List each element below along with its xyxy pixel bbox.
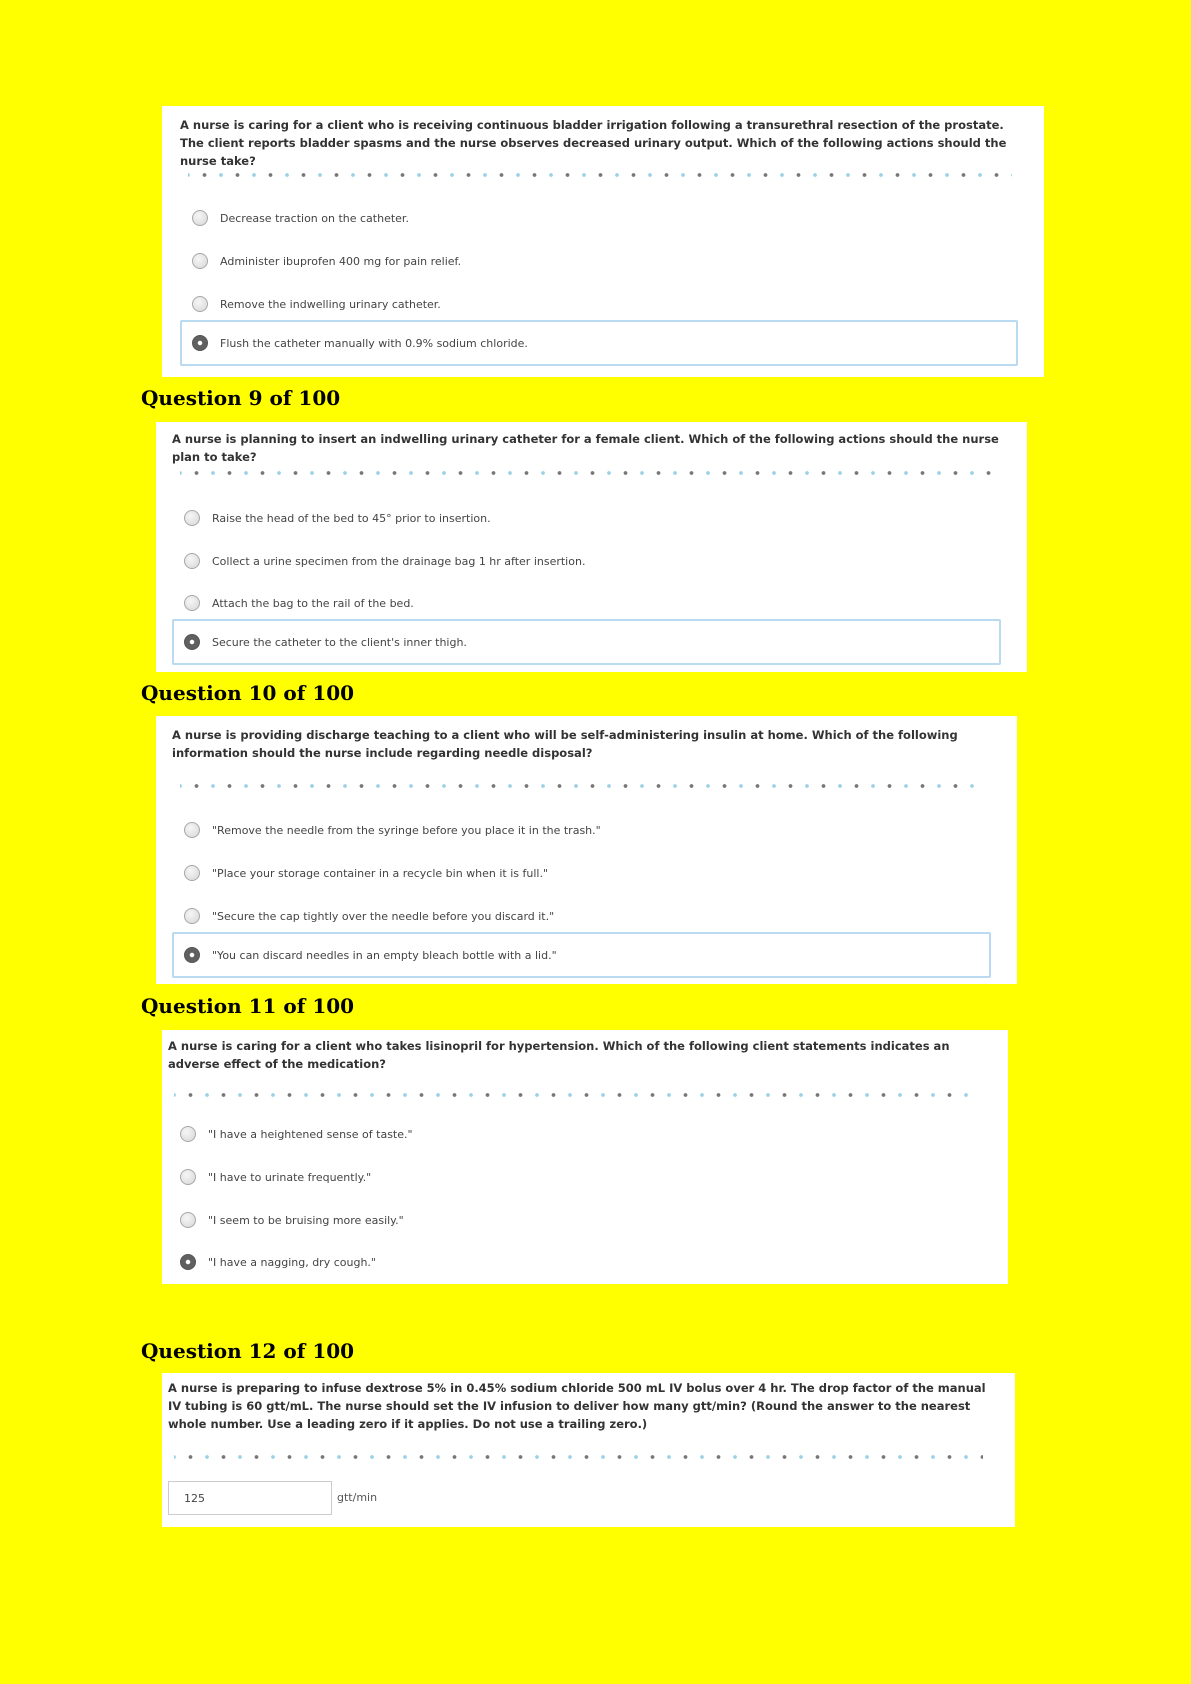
radio-button-icon[interactable]	[184, 908, 200, 924]
radio-button-icon[interactable]	[184, 865, 200, 881]
question-11-header: Question 11 of 100	[141, 994, 355, 1018]
question-9-header: Question 9 of 100	[141, 386, 341, 410]
radio-button-icon[interactable]	[180, 1169, 196, 1185]
radio-button-selected-icon[interactable]	[184, 634, 200, 650]
q8-option-3-label: Remove the indwelling urinary catheter.	[220, 298, 441, 311]
radio-button-icon[interactable]	[184, 510, 200, 526]
question-12-card	[162, 1373, 1015, 1527]
q9-option-2[interactable]	[172, 541, 1001, 583]
q11-option-2-label: "I have to urinate frequently."	[208, 1171, 372, 1184]
q11-option-1-label: "I have a heightened sense of taste."	[208, 1128, 413, 1141]
question-8-card	[162, 106, 1044, 377]
answer-input[interactable]	[168, 1481, 332, 1515]
question-11-card	[162, 1030, 1008, 1284]
radio-button-icon[interactable]	[184, 595, 200, 611]
divider-dots	[174, 1092, 976, 1098]
question-12-header: Question 12 of 100	[141, 1339, 355, 1363]
divider-dots	[180, 783, 985, 789]
radio-button-icon[interactable]	[180, 1212, 196, 1228]
q11-option-3-label: "I seem to be bruising more easily."	[208, 1214, 404, 1227]
q11-option-4[interactable]	[168, 1242, 982, 1284]
divider-dots	[174, 1454, 983, 1460]
q9-option-1[interactable]	[172, 498, 1001, 540]
q8-option-4[interactable]	[180, 320, 1018, 366]
q10-option-4-label: "You can discard needles in an empty bleach bottle with a lid."	[212, 949, 557, 962]
q10-option-3-label: "Secure the cap tightly over the needle before you discard it."	[212, 910, 555, 923]
question-12-text: A nurse is preparing to infuse dextrose 5% in 0.45% sodium chloride 500 mL IV bolus over 4 hr. The drop factor of the manual IV tubing is 60 gtt/mL. The nurse should set the IV infusion to deliver how many gtt/min? (Round the answer to the nearest whole number. Use a leading zero if it applies. Do not use a trailing zero.)	[168, 1381, 986, 1431]
q8-option-4-label: Flush the catheter manually with 0.9% sodium chloride.	[220, 337, 528, 350]
q8-option-2-label: Administer ibuprofen 400 mg for pain relief.	[220, 255, 462, 268]
q11-option-2[interactable]	[168, 1157, 982, 1199]
q8-option-2[interactable]	[180, 241, 1018, 283]
question-8-text: A nurse is caring for a client who is receiving continuous bladder irrigation following a transurethral resection of the prostate. The client reports bladder spasms and the nurse observes decreased urinary output. Which of the following actions should the nurse take?	[180, 118, 1007, 168]
question-10-card	[156, 716, 1017, 984]
q9-option-4[interactable]	[172, 619, 1001, 665]
radio-button-selected-icon[interactable]	[184, 947, 200, 963]
q10-option-2[interactable]	[172, 853, 991, 895]
radio-button-selected-icon[interactable]	[180, 1254, 196, 1270]
question-10-header: Question 10 of 100	[141, 681, 355, 705]
q8-option-1[interactable]	[180, 198, 1018, 240]
question-10-text: A nurse is providing discharge teaching to a client who will be self-administering insulin at home. Which of the following information should the nurse include regarding needle disposal?	[172, 728, 958, 760]
radio-button-icon[interactable]	[180, 1126, 196, 1142]
q9-option-3-label: Attach the bag to the rail of the bed.	[212, 597, 414, 610]
question-9-text: A nurse is planning to insert an indwelling urinary catheter for a female client. Which of the following actions should the nurse plan to take?	[172, 432, 999, 464]
q11-option-3[interactable]	[168, 1200, 982, 1242]
q10-option-1-label: "Remove the needle from the syringe before you place it in the trash."	[212, 824, 601, 837]
question-11-text: A nurse is caring for a client who takes lisinopril for hypertension. Which of the following client statements indicates an adverse effect of the medication?	[168, 1039, 950, 1071]
q9-option-4-label: Secure the catheter to the client's inner thigh.	[212, 636, 467, 649]
radio-button-icon[interactable]	[192, 296, 208, 312]
radio-button-icon[interactable]	[184, 553, 200, 569]
radio-button-icon[interactable]	[192, 210, 208, 226]
divider-dots	[188, 172, 1012, 178]
q10-option-1[interactable]	[172, 810, 991, 852]
radio-button-icon[interactable]	[192, 253, 208, 269]
divider-dots	[180, 470, 995, 476]
q9-option-2-label: Collect a urine specimen from the drainage bag 1 hr after insertion.	[212, 555, 586, 568]
q9-option-1-label: Raise the head of the bed to 45° prior to insertion.	[212, 512, 491, 525]
q10-option-4[interactable]	[172, 932, 991, 978]
q10-option-2-label: "Place your storage container in a recycle bin when it is full."	[212, 867, 549, 880]
answer-unit-label: gtt/min	[337, 1491, 378, 1504]
radio-button-icon[interactable]	[184, 822, 200, 838]
radio-button-selected-icon[interactable]	[192, 335, 208, 351]
question-9-card	[156, 422, 1027, 672]
q11-option-1[interactable]	[168, 1114, 982, 1156]
q11-option-4-label: "I have a nagging, dry cough."	[208, 1256, 376, 1269]
q8-option-1-label: Decrease traction on the catheter.	[220, 212, 409, 225]
